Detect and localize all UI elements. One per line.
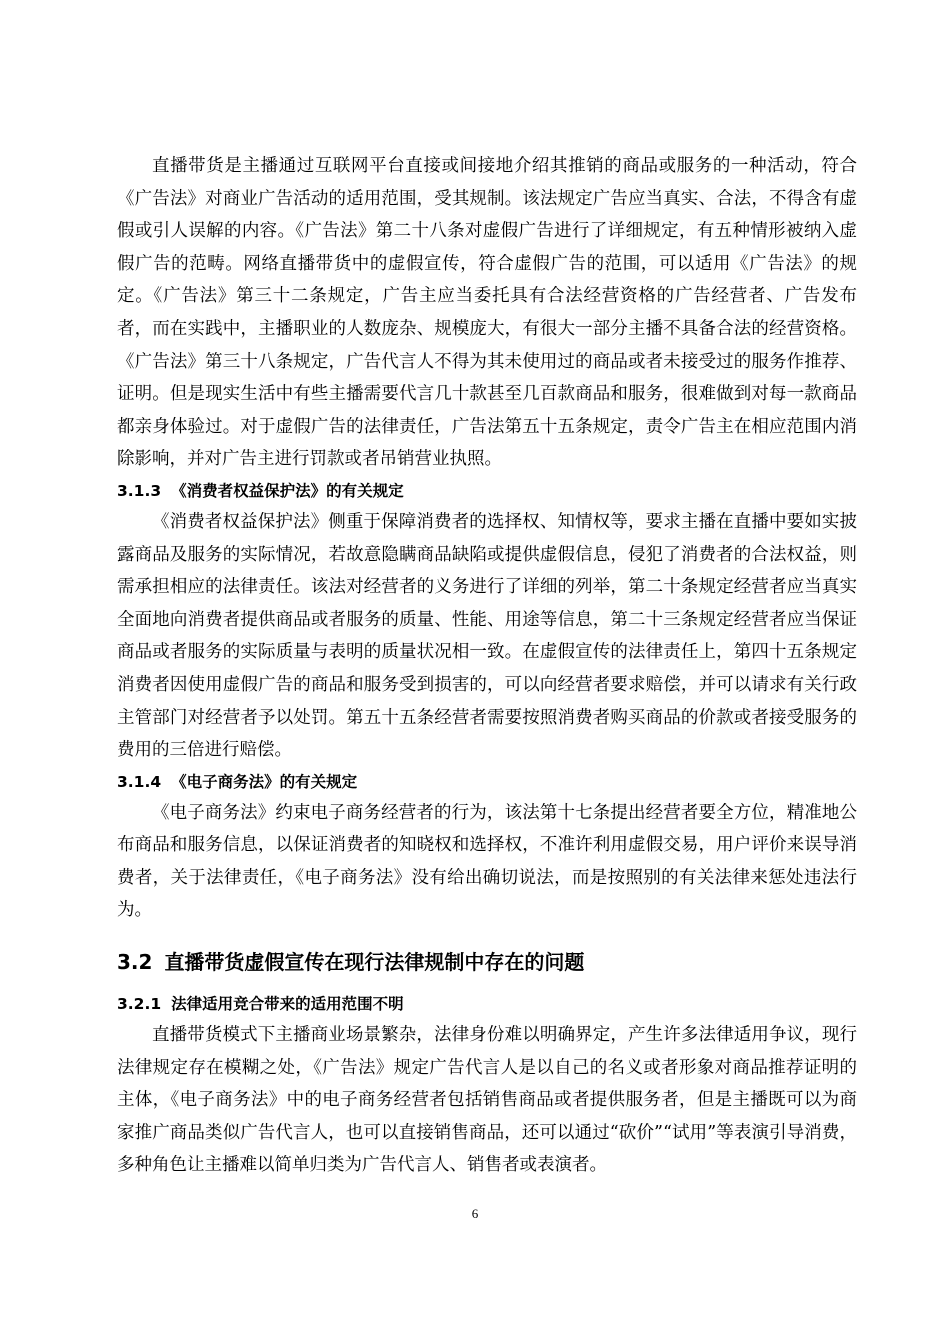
heading-number: 3.1.4: [117, 772, 162, 791]
paragraph-advertising-law: 直播带货是主播通过互联网平台直接或间接地介绍其推销的商品或服务的一种活动，符合《广告法》对商业广告活动的适用范围，受其规制。该法规定广告应当真实、合法，不得含有虚假或引人误解的内容。《广告法》第二十八条对虚假广告进行了详细规定，有五种情形被纳入虚假广告的范畴。网络直播带货中的虚假宣传，符合虚假广告的范围，可以适用《广告法》的规定。《广告法》第三十二条规定，广告主应当委托具有合法经营资格的广告经营者、广告发布者，而在实践中，主播职业的人数庞杂、规模庞大，有很大一部分主播不具备合法的经营资格。《广告法》第三十八条规定，广告代言人不得为其未使用过的商品或者未接受过的服务作推荐、证明。但是现实生活中有些主播需要代言几十款甚至几百款商品和服务，很难做到对每一款商品都亲身体验过。对于虚假广告的法律责任，广告法第五十五条规定，责令广告主在相应范围内消除影响，并对广告主进行罚款或者吊销营业执照。: [117, 156, 857, 470]
heading-title: 《消费者权益保护法》的有关规定: [171, 481, 404, 500]
heading-title: 法律适用竞合带来的适用范围不明: [171, 995, 404, 1014]
heading-3-1-3: [117, 476, 857, 506]
heading-number: 3.2: [117, 950, 153, 975]
heading-3-1-4: [117, 767, 857, 797]
document-page: [117, 150, 857, 1182]
paragraph-ecommerce-law: 《电子商务法》约束电子商务经营者的行为，该法第十七条提出经营者要全方位，精准地公布商品和服务信息，以保证消费者的知晓权和选择权，不准许利用虚假交易，用户评价来误导消费者，关于法律责任，《电子商务法》没有给出确切说法，而是按照别的有关法律来惩处违法行为。: [117, 802, 857, 921]
page-number: 6: [471, 1206, 479, 1221]
paragraph-consumer-law: 《消费者权益保护法》侧重于保障消费者的选择权、知情权等，要求主播在直播中要如实披露商品及服务的实际情况，若故意隐瞒商品缺陷或提供虚假信息，侵犯了消费者的合法权益，则需承担相应的法律责任。该法对经营者的义务进行了详细的列举，第二十条规定经营者应当真实全面地向消费者提供商品或者服务的质量、性能、用途等信息，第二十三条规定经营者应当保证商品或者服务的实际质量与表明的质量状况相一致。在虚假宣传的法律责任上，第四十五条规定消费者因使用虚假广告的商品和服务受到损害的，可以向经营者要求赔偿，并可以请求有关行政主管部门对经营者予以处罚。第五十五条经营者需要按照消费者购买商品的价款或者接受服务的费用的三倍进行赔偿。: [117, 511, 857, 761]
heading-title: 直播带货虚假宣传在现行法律规制中存在的问题: [164, 950, 585, 975]
heading-number: 3.1.3: [117, 481, 162, 500]
heading-number: 3.2.1: [117, 995, 162, 1014]
heading-title: 《电子商务法》的有关规定: [171, 772, 358, 791]
heading-3-2-1: [117, 989, 857, 1019]
heading-3-2: [117, 945, 857, 979]
paragraph-applicability: 直播带货模式下主播商业场景繁杂，法律身份难以明确界定，产生许多法律适用争议，现行法律规定存在模糊之处，《广告法》规定广告代言人是以自己的名义或者形象对商品推荐证明的主体，《电子商务法》中的电子商务经营者包括销售商品或者提供服务者，但是主播既可以为商家推广商品类似广告代言人，也可以直接销售商品，还可以通过“砍价”“试用”等表演引导消费，多种角色让主播难以简单归类为广告代言人、销售者或表演者。: [117, 1025, 857, 1176]
